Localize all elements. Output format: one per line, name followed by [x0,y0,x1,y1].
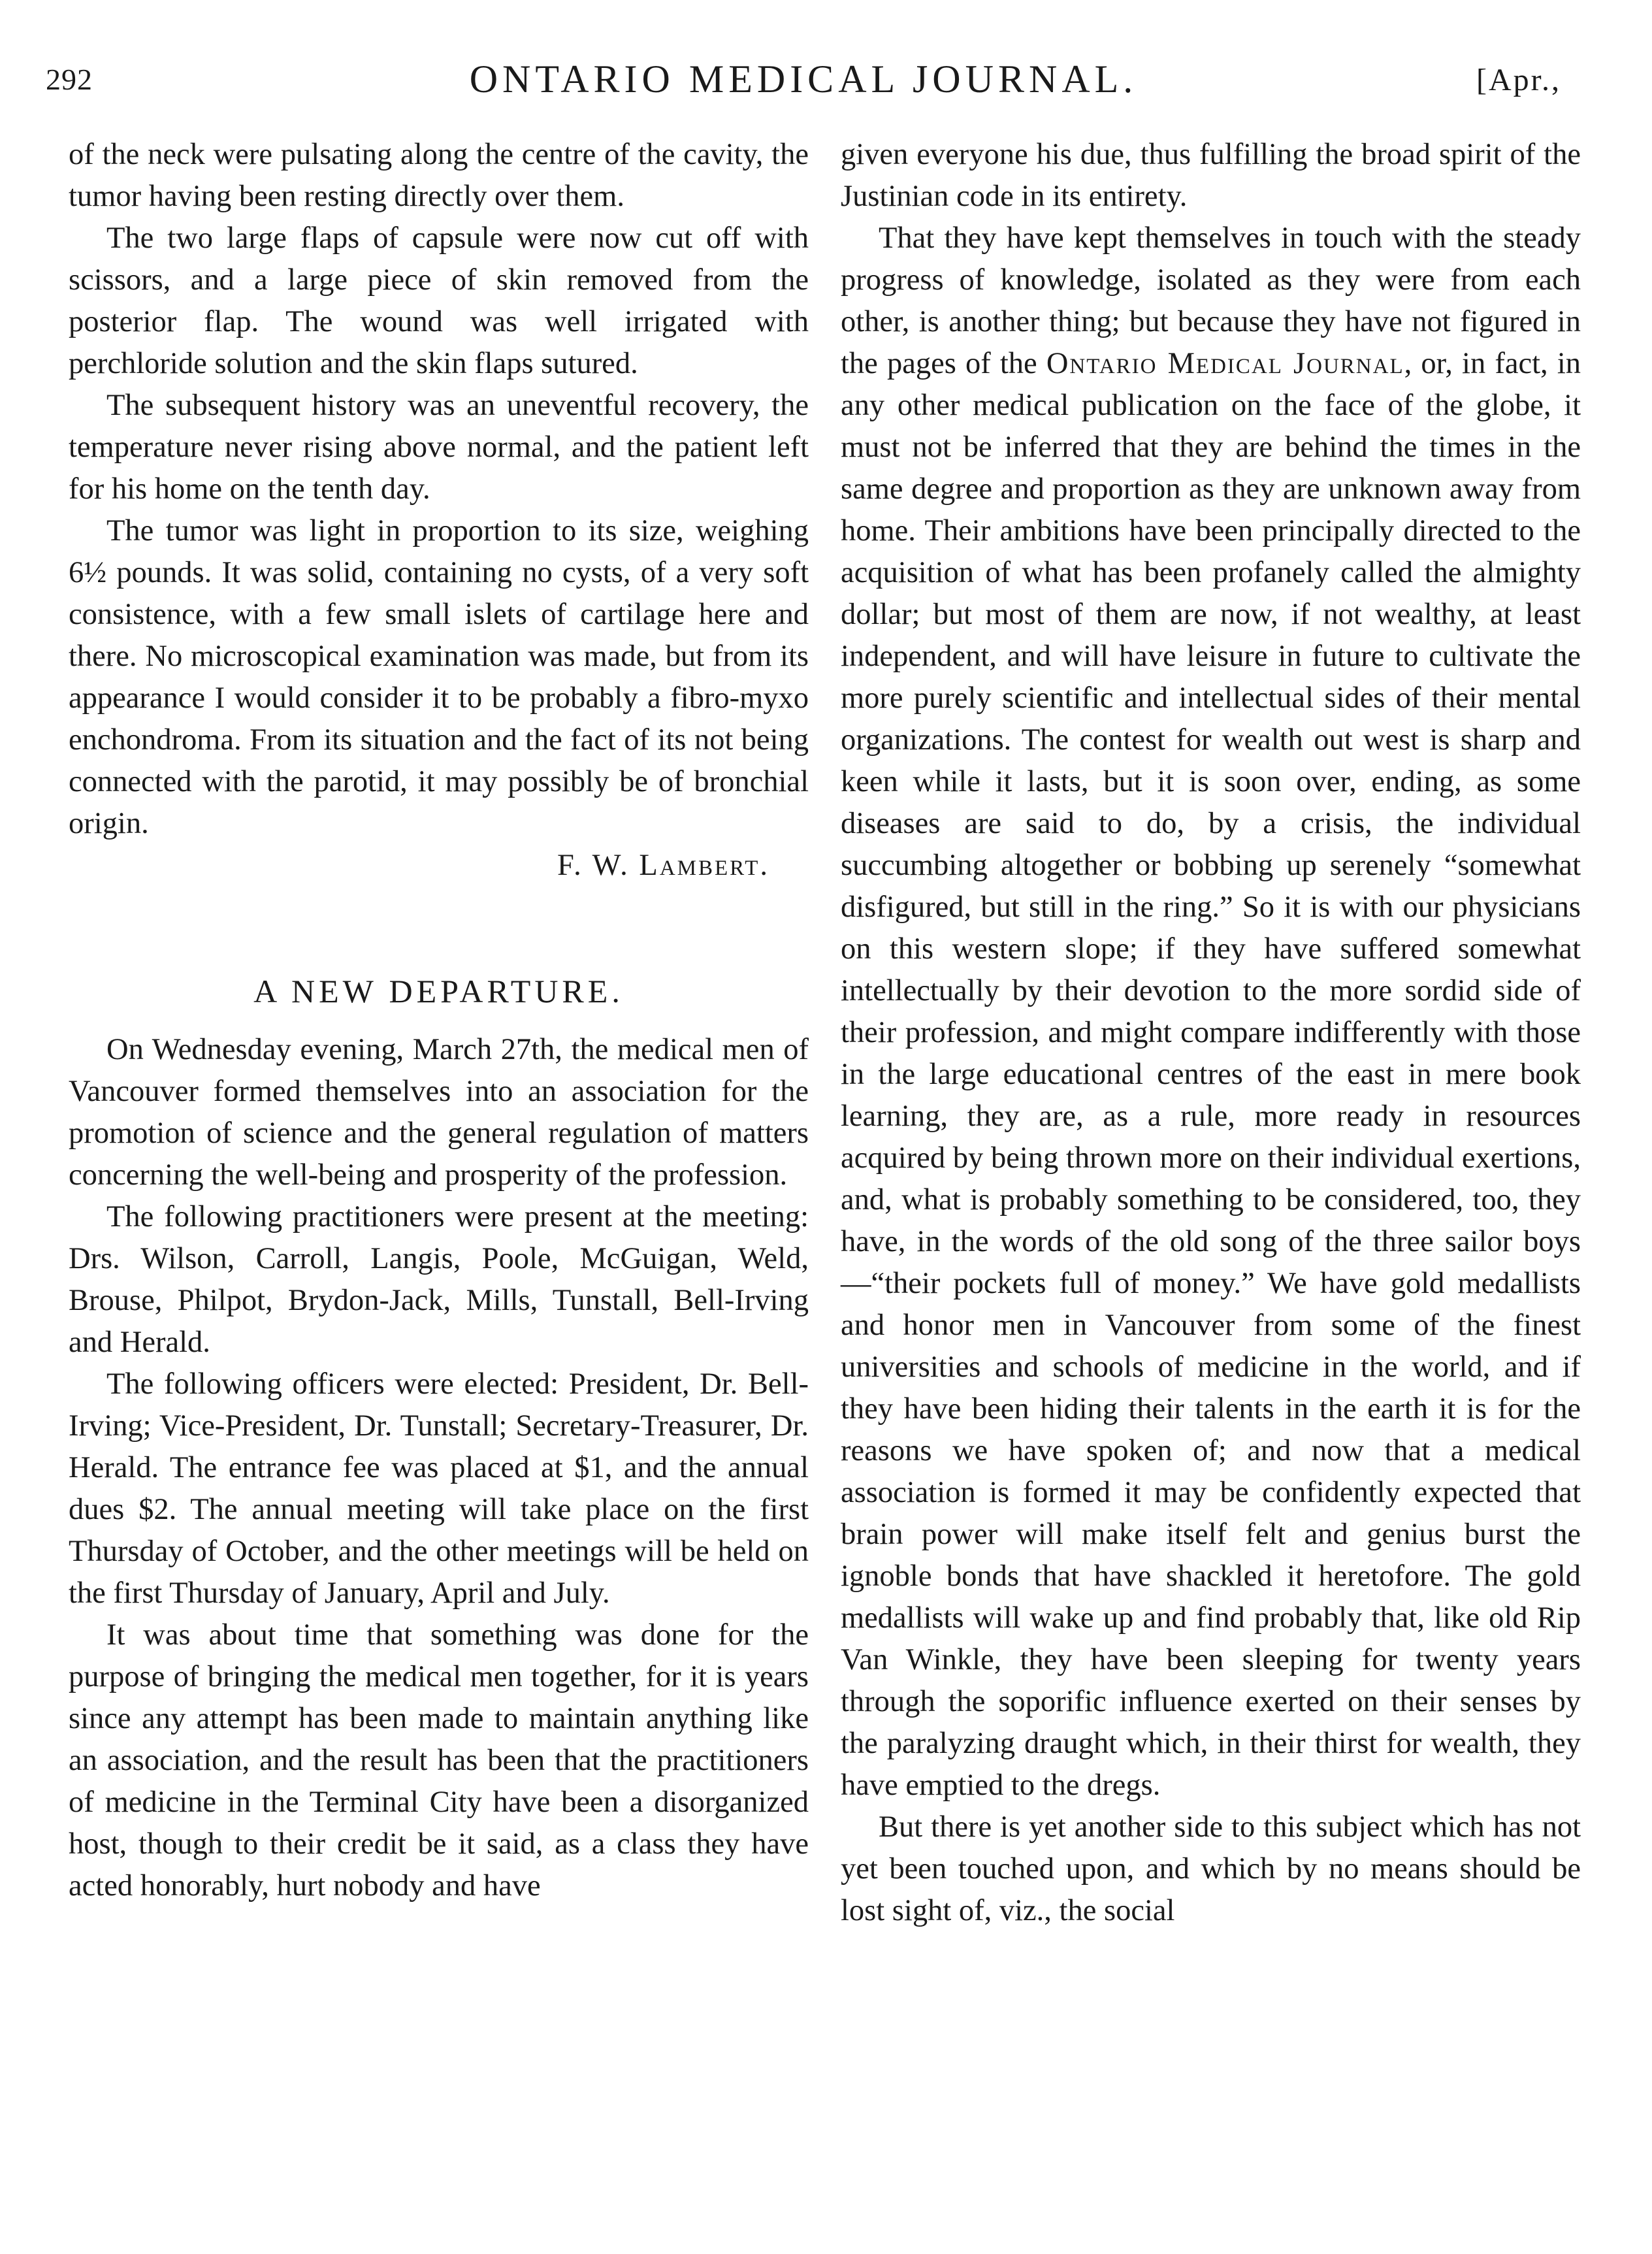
page-header [46,57,1561,121]
section-heading: A NEW DEPARTURE. [253,973,624,1009]
paragraph: The two large flaps of capsule were now cut off with scissors, and a large piece of skin removed from the posterior flap. The wound was well irrigated with perchloride solution and the skin flaps sutured. [69,221,809,380]
paragraph: of the neck were pulsating along the centre of the cavity, the tumor having been resting directly over them. [69,138,809,213]
paragraph-text: That they have kept themselves in touch with the steady progress of knowledge, isolated as they were from each other, is another thing; but because they have not figured in the pages of the [841,221,1581,380]
paragraph: But there is yet another side to this subject which has not yet been touched upon, and which by no means should be lost sight of, viz., the social [841,1810,1581,1927]
author-signature: F. W. Lambert. [557,849,769,882]
journal-name: Ontario Medical Journal [1046,347,1404,380]
paragraph: The following officers were elected: President, Dr. Bell-Irving; Vice-President, Dr. Tunstall; Secretary-Treasurer, Dr. Herald. The entrance fee was placed at $1, and the annual dues $2. The annual meeting will take place on the first Thursday of October, and the other meetings will be held on the first Thursday of January, April and July. [69,1367,809,1610]
left-column [69,134,809,1907]
paragraph: The following practitioners were present at the meeting: Drs. Wilson, Carroll, Langis, Poole, McGuigan, Weld, Brouse, Philpot, Brydon-Jack, Mills, Tunstall, Bell-Irving and Herald. [69,1200,809,1359]
paragraph: The subsequent history was an uneventful recovery, the temperature never rising above normal, and the patient left for his home on the tenth day. [69,389,809,506]
paragraph: On Wednesday evening, March 27th, the medical men of Vancouver formed themselves into an association for the promotion of science and the general regulation of matters concerning the well-being and prosperity of the profession. [69,1033,809,1192]
paragraph-text: , or, in fact, in any other medical publication on the face of the globe, it must not be inferred that they are behind the times in the same degree and proportion as they are unknown away from home. Their ambitions have been principally directed to the acquisition of what has been profanely called the almighty dollar; but most of them are now, if not wealthy, at least independent, and will have leisure in future to cultivate the more purely scientific and intellectual sides of their mental organizations. The contest for wealth out west is sharp and keen while it lasts, but it is soon over, ending, as some diseases are said to do, by a crisis, the individual succumbing altogether or bobbing up serenely “somewhat disfigured, but still in the ring.” So it is with our physicians on this western slope; if they have suffered somewhat intellectually by their devotion to the more sordid side of their profession, and might compare indifferently with those in the large educational centres of the east in mere book learning, they are, as a rule, more ready in resources acquired by being thrown more on their individual exertions, and, what is probably something to be considered, too, they have, in the words of the old song of the three sailor boys—“their pockets full of money.” We have gold medallists and honor men in Vancouver from some of the finest universities and schools of medicine in the world, and if they have been hiding their talents in the earth it is for the reasons we have spoken of; and now that a medical association is formed it may be confidently expected that brain power will make itself felt and genius burst the ignoble bonds that have shackled it heretofore. The gold medallists will wake up and find probably that, like old Rip Van Winkle, they have been sleeping for twenty years through the soporific influence exerted on their senses by the paralyzing draught which, in their thirst for wealth, they have emptied to the dregs. [841,347,1581,1802]
right-column [841,134,1581,1932]
issue-month: [Apr., [1476,63,1561,97]
paragraph: It was about time that something was done for the purpose of bringing the medical men together, for it is years since any attempt has been made to maintain anything like an association, and the result has been that the practitioners of medicine in the Terminal City have been a disorganized host, though to their credit be it said, as a class they have acted honorably, hurt nobody and have [69,1618,809,1903]
page-number: 292 [46,63,93,96]
journal-title: ONTARIO MEDICAL JOURNAL. [469,57,1138,101]
paragraph [841,218,1581,1806]
paragraph: The tumor was light in proportion to its size, weighing 6½ pounds. It was solid, containing no cysts, of a very soft consistence, with a few small islets of cartilage here and there. No microscopical examination was made, but from its appearance I would consider it to be probably a fibro-myxo enchondroma. From its situation and the fact of its not being connected with the parotid, it may possibly be of bronchial origin. [69,514,809,840]
paragraph: given everyone his due, thus fulfilling the broad spirit of the Justinian code in its entirety. [841,138,1581,213]
